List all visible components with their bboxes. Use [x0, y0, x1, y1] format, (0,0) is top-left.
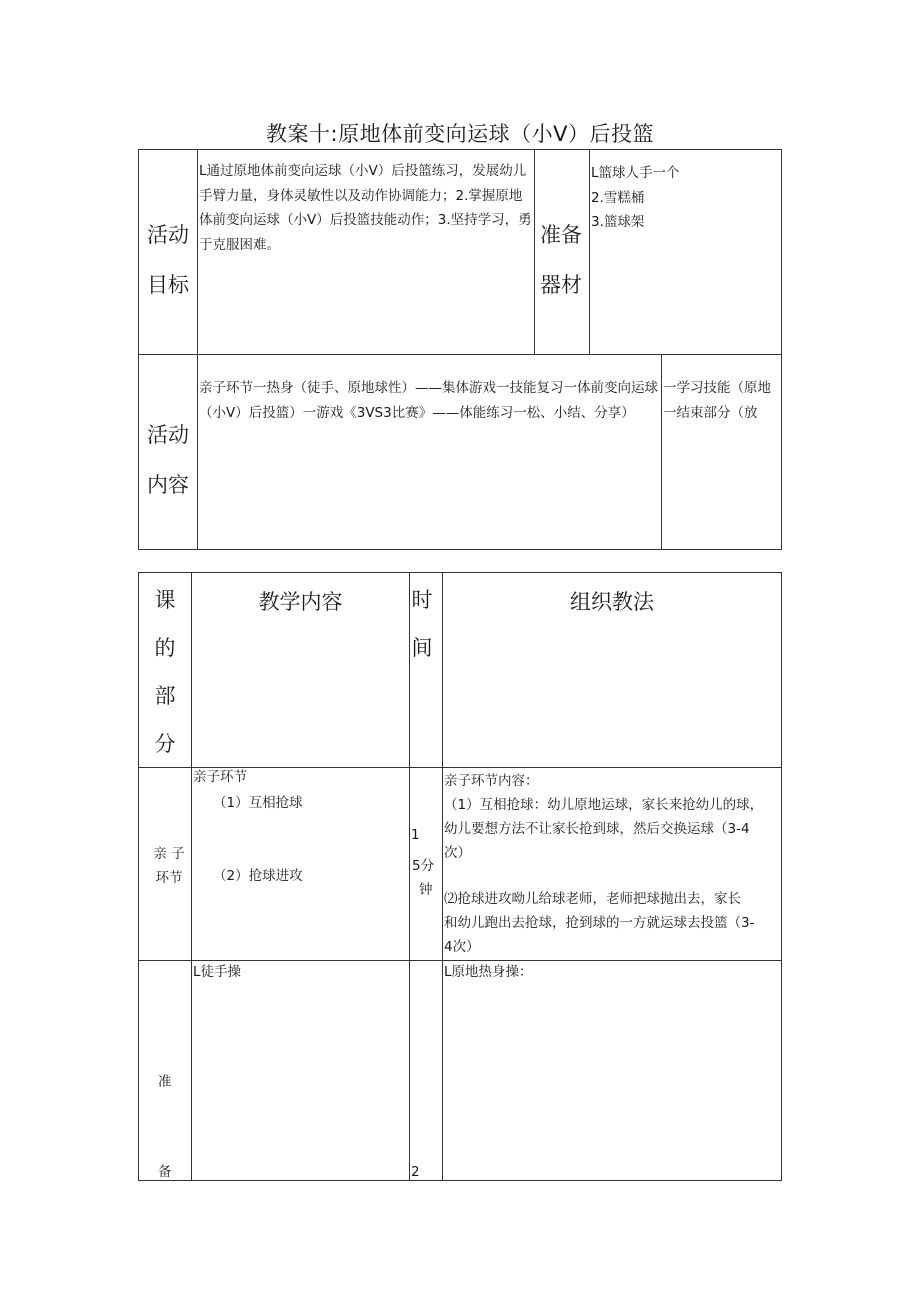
equipment-item: 3.篮球架 [591, 214, 645, 230]
goal-text: L通过原地体前变向运球（小V）后投篮练习，发展幼儿手臂力量，身体灵敏性以及动作协调能力；2.掌握原地体前变向运球（小V）后投篮技能动作；3.坚持学习，勇于克服困难。 [199, 163, 532, 253]
method-cell-parent-child: 亲子环节内容： （1）互相抢球：幼儿原地运球，家长来抢幼儿的球， 幼儿要想方法不让家长抢到球，然后交换运球（3-4 次） ⑵抢球进攻呦儿给球老师，老师把球抛出去，家长 和幼儿跑出去抢球，抢到球的一方就运球去投篮（3- 4次） [444, 773, 764, 955]
part-cell-parent-child: 亲 子 环节 [153, 846, 185, 886]
time-cell-preparation: 2 [411, 1164, 420, 1180]
content-cell-preparation: L徒手操 [193, 964, 242, 980]
column-header-time: 时 间 [411, 588, 433, 660]
table-divider [197, 149, 198, 550]
equipment-item: 2.雪糕桶 [591, 189, 645, 206]
table-divider [534, 149, 535, 354]
goal-label: 活动 目标 [147, 223, 189, 297]
column-header-content: 教学内容 [258, 590, 343, 614]
page-title: 教案十:原地体前变向运球（小V）后投篮 [266, 122, 654, 146]
content-label: 活动 内容 [147, 423, 189, 497]
content-side-text: 一学习技能（原地一结束部分（放 [663, 380, 771, 421]
method-cell-preparation: L原地热身操： [444, 964, 533, 980]
table-divider [191, 572, 192, 1181]
table-divider [138, 354, 782, 355]
table-divider [661, 354, 662, 550]
column-header-part: 课 的 部 分 [154, 588, 176, 756]
table-divider [589, 149, 590, 354]
content-text: 亲子环节一热身（徒手、原地球性）——集体游戏一技能复习一体前变向运球（小V）后投篮）一游戏《3VS3比赛》——体能练习一松、小结、分享） [199, 380, 658, 421]
column-header-method: 组织教法 [570, 590, 654, 614]
equipment-label: 准备 器材 [540, 223, 582, 297]
equipment-list [591, 161, 779, 235]
equipment-item: L篮球人手一个 [591, 165, 680, 181]
table-divider [442, 572, 443, 1181]
